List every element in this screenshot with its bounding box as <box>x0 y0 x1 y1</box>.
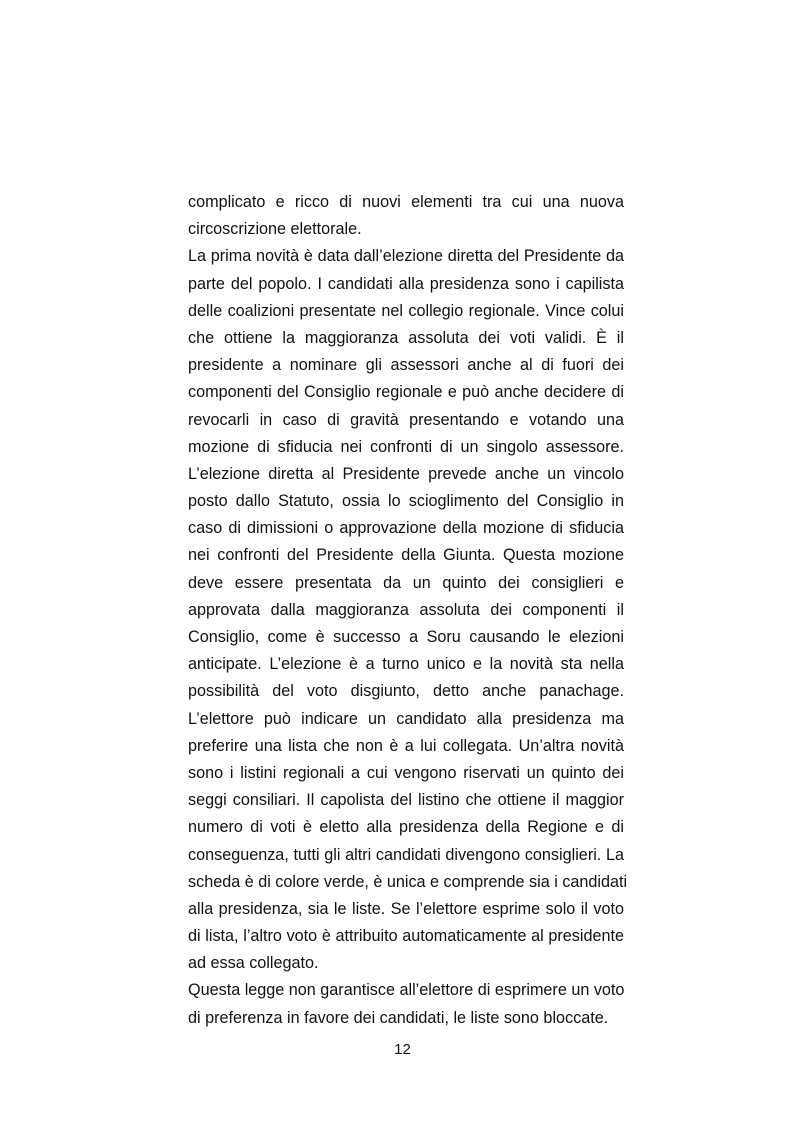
text-line: circoscrizione elettorale. <box>188 220 362 239</box>
text-line: conseguenza, tutti gli altri candidati divengono consiglieri. La <box>188 845 624 864</box>
page-number: 12 <box>394 1041 411 1058</box>
text-line: presidente a nominare gli assessori anche al di fuori dei <box>188 356 624 375</box>
text-line: parte del popolo. I candidati alla presidenza sono i capilista <box>188 274 624 293</box>
text-line: complicato e ricco di nuovi elementi tra cui una nuova <box>188 193 624 211</box>
text-line: La prima novità è data dall’elezione diretta del Presidente da <box>188 247 624 266</box>
text-line: seggi consiliari. Il capolista del listino che ottiene il maggior <box>188 791 624 810</box>
text-line: alla presidenza, sia le liste. Se l’elettore esprime solo il voto <box>188 899 624 918</box>
text-line: che ottiene la maggioranza assoluta dei voti validi. È il <box>188 328 624 347</box>
text-line: L’elettore può indicare un candidato alla presidenza ma <box>188 709 624 728</box>
text-line: Questa legge non garantisce all’elettore di esprimere un voto <box>188 981 625 1000</box>
text-line: sono i listini regionali a cui vengono riservati un quinto dei <box>188 763 624 782</box>
text-line: scheda è di colore verde, è unica e comprende sia i candidati <box>188 872 628 891</box>
body-text <box>188 189 628 1032</box>
paragraph-1 <box>188 189 624 243</box>
paragraph-2 <box>188 243 628 977</box>
text-line: di preferenza in favore dei candidati, le liste sono bloccate. <box>188 1008 609 1027</box>
text-line: possibilità del voto disgiunto, detto anche panachage. <box>188 682 624 701</box>
text-line: componenti del Consiglio regionale e può anche decidere di <box>188 383 624 402</box>
text-line: di lista, l’altro voto è attribuito automaticamente al presidente <box>188 927 624 946</box>
text-line: delle coalizioni presentate nel collegio regionale. Vince colui <box>188 301 624 320</box>
text-line: anticipate. L’elezione è a turno unico e la novità sta nella <box>188 655 624 674</box>
text-line: mozione di sfiducia nei confronti di un singolo assessore. <box>188 437 624 456</box>
text-line: posto dallo Statuto, ossia lo scioglimento del Consiglio in <box>188 492 624 511</box>
text-line: deve essere presentata da un quinto dei consiglieri e <box>188 573 624 592</box>
text-line: ad essa collegato. <box>188 954 319 973</box>
text-line: numero di voti è eletto alla presidenza della Regione e di <box>188 818 624 837</box>
text-line: approvata dalla maggioranza assoluta dei componenti il <box>188 600 624 619</box>
text-line: preferire una lista che non è a lui collegata. Un’altra novità <box>188 736 624 755</box>
text-line: revocarli in caso di gravità presentando e votando una <box>188 410 624 429</box>
text-line: caso di dimissioni o approvazione della mozione di sfiducia <box>188 519 624 538</box>
text-line: L’elezione diretta al Presidente prevede anche un vincolo <box>188 464 624 483</box>
paragraph-3 <box>188 977 624 1031</box>
text-line: Consiglio, come è successo a Soru causando le elezioni <box>188 628 624 646</box>
text-line: nei confronti del Presidente della Giunta. Questa mozione <box>188 546 624 565</box>
